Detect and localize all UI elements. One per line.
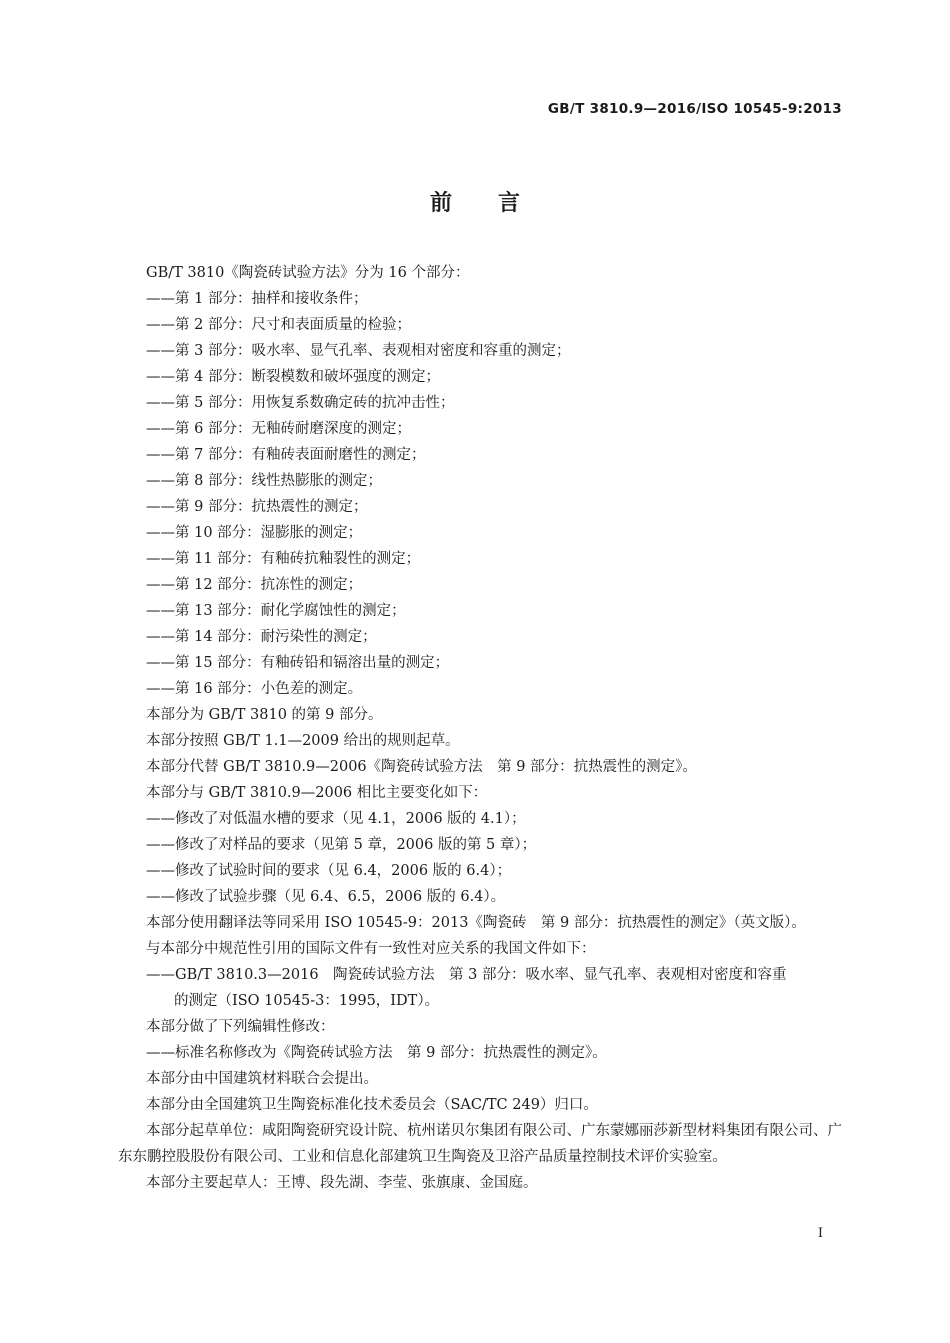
- part-list-item: ——第 1 部分：抽样和接收条件；: [146, 291, 368, 307]
- proposed-by-paragraph: 本部分由中国建筑材料联合会提出。: [146, 1071, 378, 1087]
- part-list-item: ——第 15 部分：有釉砖铅和镉溶出量的测定；: [146, 655, 450, 671]
- change-list-item: ——修改了对样品的要求（见第 5 章，2006 版的第 5 章）；: [146, 837, 537, 853]
- part-list-item: ——第 16 部分：小色差的测定。: [146, 681, 363, 697]
- intro-paragraph: GB/T 3810《陶瓷砖试验方法》分为 16 个部分：: [146, 265, 470, 281]
- drafting-rules-paragraph: 本部分按照 GB/T 1.1—2009 给出的规则起草。: [146, 733, 460, 749]
- editorial-intro-paragraph: 本部分做了下列编辑性修改：: [146, 1019, 335, 1035]
- part-list-item: ——第 14 部分：耐污染性的测定；: [146, 629, 377, 645]
- drafters-paragraph: 本部分主要起草人：王博、段先湖、李莹、张旗康、金国庭。: [146, 1175, 538, 1191]
- change-list-item: ——修改了对低温水槽的要求（见 4.1，2006 版的 4.1）；: [146, 811, 526, 827]
- drafting-units-paragraph: 本部分起草单位：咸阳陶瓷研究设计院、杭州诺贝尔集团有限公司、广东蒙娜丽莎新型材料集团有限公司、广东东鹏控股股份有限公司、工业和信息化部建筑卫生陶瓷及卫浴产品质量控制技术评价实验室。: [118, 1123, 842, 1165]
- foreword-body: [118, 260, 844, 1196]
- part-list-item: ——第 8 部分：线性热膨胀的测定；: [146, 473, 382, 489]
- standard-code-header: GB/T 3810.9—2016/ISO 10545-9:2013: [547, 101, 842, 117]
- correspondence-item: ——GB/T 3810.3—2016 陶瓷砖试验方法 第 3 部分：吸水率、显气孔率、表观相对密度和容重: [146, 967, 787, 983]
- part-list-item: ——第 10 部分：湿膨胀的测定；: [146, 525, 363, 541]
- change-list-item: ——修改了试验步骤（见 6.4、6.5，2006 版的 6.4）。: [146, 889, 506, 905]
- part-list-item: ——第 11 部分：有釉砖抗釉裂性的测定；: [146, 551, 421, 567]
- part-list-item: ——第 7 部分：有釉砖表面耐磨性的测定；: [146, 447, 426, 463]
- part-list-item: ——第 12 部分：抗冻性的测定；: [146, 577, 363, 593]
- change-list-item: ——修改了试验时间的要求（见 6.4，2006 版的 6.4）；: [146, 863, 512, 879]
- page-title: 前言: [429, 191, 566, 216]
- part-list-item: ——第 13 部分：耐化学腐蚀性的测定；: [146, 603, 406, 619]
- editorial-item: ——标准名称修改为《陶瓷砖试验方法 第 9 部分：抗热震性的测定》。: [146, 1045, 607, 1061]
- part-list-item: ——第 3 部分：吸水率、显气孔率、表观相对密度和容重的测定；: [146, 343, 571, 359]
- centralized-by-paragraph: 本部分由全国建筑卫生陶瓷标准化技术委员会（SAC/TC 249）归口。: [146, 1097, 598, 1113]
- part-list-item: ——第 4 部分：断裂模数和破坏强度的测定；: [146, 369, 440, 385]
- correspondence-intro-paragraph: 与本部分中规范性引用的国际文件有一致性对应关系的我国文件如下：: [146, 941, 596, 957]
- part-list-item: ——第 2 部分：尺寸和表面质量的检验；: [146, 317, 411, 333]
- page-number: I: [817, 1226, 823, 1241]
- translation-paragraph: 本部分使用翻译法等同采用 ISO 10545-9：2013《陶瓷砖 第 9 部分：抗热震性的测定》（英文版）。: [146, 915, 806, 931]
- part-of-paragraph: 本部分为 GB/T 3810 的第 9 部分。: [146, 707, 383, 723]
- part-list-item: ——第 9 部分：抗热震性的测定；: [146, 499, 368, 515]
- changes-intro-paragraph: 本部分与 GB/T 3810.9—2006 相比主要变化如下：: [146, 785, 488, 801]
- part-list-item: ——第 5 部分：用恢复系数确定砖的抗冲击性；: [146, 395, 455, 411]
- part-list-item: ——第 6 部分：无釉砖耐磨深度的测定；: [146, 421, 411, 437]
- correspondence-item-continued: 的测定（ISO 10545-3：1995，IDT）。: [174, 993, 440, 1009]
- replaces-paragraph: 本部分代替 GB/T 3810.9—2006《陶瓷砖试验方法 第 9 部分：抗热震性的测定》。: [146, 759, 697, 775]
